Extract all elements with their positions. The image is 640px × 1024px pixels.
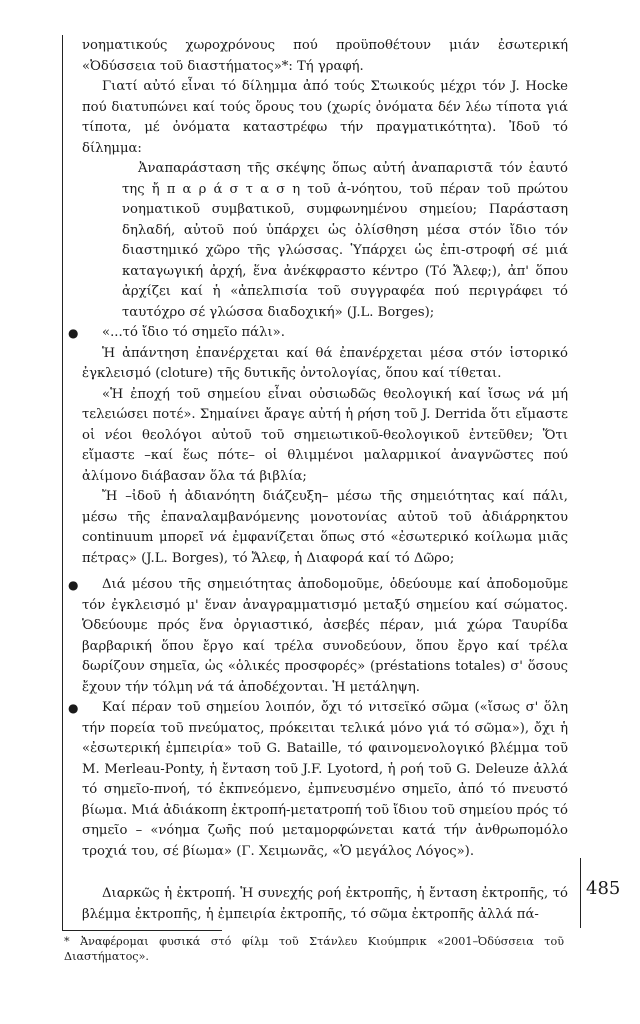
bullet-item	[68, 575, 568, 698]
bullet-item	[68, 698, 568, 862]
bullet-paragraph: «...τό ἴδιο τό σημεῖο πάλι».	[102, 325, 285, 340]
bullet-icon: ●	[68, 326, 79, 340]
paragraph: «Ἡ ἐποχή τοῦ σημείου εἶναι οὐσιωδῶς θεολογική καί ἴσως νά μή τελειώσει ποτέ». Σημαίνει ἄραγε αὐτή ἡ ρήση τοῦ J. Derrida ὅτι εἴμαστε οἱ νέοι θεολόγοι αὐτοῦ τοῦ σημειωτικοῦ-θεολογικοῦ ἐντεῦθεν; Ὅτι εἴμαστε –καί ἕως πότε– οἱ θλιμμένοι μαλαρμικοί ἀναγνῶστες πού ἀλίμονο διάβασαν ὅλα τά βιβλία;	[82, 386, 568, 484]
paragraph: Ἡ ἀπάντηση ἐπανέρχεται καί θά ἐπανέρχεται μέσα στόν ἱστορικό ἐγκλεισμό (cloture) τῆς δυτικῆς ὀντολογίας, ὅπου καί τίθεται.	[82, 345, 568, 381]
paragraph: Διαρκῶς ἡ ἐκτροπή. Ἡ συνεχής ροή ἐκτροπῆς, ἡ ἔνταση ἐκτροπῆς, τό βλέμμα ἐκτροπῆς, ἡ ἐμπειρία ἐκτροπῆς, τό σῶμα ἐκτροπῆς ἀλλά πά-	[82, 886, 568, 922]
bullet-item	[68, 323, 568, 344]
bullet-icon: ●	[68, 701, 79, 715]
page-number-rule	[580, 858, 581, 928]
left-margin-rule	[62, 35, 63, 930]
paragraph: Ἤ –ἰδοῦ ἡ ἀδιανόητη διάζευξη– μέσω τῆς σημειότητας καί πάλι, μέσω τῆς ἐπαναλαμβανόμενης μονοτονίας αὐτοῦ τοῦ ἀδιάρρηκτου continuum μπορεῖ νά ἐμφανίζεται ὅπως στό «ἐσωτερικό κοίλωμα μιᾶς πέτρας» (J.L. Borges), τό Ἄλεφ, ἡ Διαφορά καί τό Δῶρο;	[82, 489, 568, 566]
bullet-paragraph: Διά μέσου τῆς σημειότητας ἀποδομοῦμε, ὁδεύουμε καί ἀποδομοῦμε τόν ἐγκλεισμό μ' ἕναν ἀναγραμματισμό μεταξύ σημείου καί σώματος. Ὁδεύουμε πρός ἕνα ὀργιαστικό, ἀσεβές πέραν, μιά χώρα Ταυρίδα βαρβαρική ὅπου ἔργο καί τρέλα συνοδεύουν, ὅπου ἔργο καί τρέλα δωρίζουν σημεῖα, ὡς «ὁλικές προσφορές» (préstations totales) σ' ὅσους ἔχουν τήν τόλμη νά τά ἀποδέχονται. Ἡ μετάληψη.	[82, 577, 568, 695]
bullet-paragraph: Καί πέραν τοῦ σημείου λοιπόν, ὄχι τό νιτσεϊκό σῶμα («ἴσως σ' ὅλη τήν πορεία τοῦ πνεύματος, πρόκειται τελικά μόνο γιά τό σῶμα»), ὄχι ἡ «ἐσωτερική ἐμπειρία» τοῦ G. Bataille, τό φαινομενολογικό βλέμμα τοῦ M. Merleau-Ponty, ἡ ἔνταση τοῦ J.F. Lyotord, ἡ ροή τοῦ G. Deleuze ἀλλά τό σημεῖο-πνοή, τό ἐκπνεόμενο, ἐμπνευσμένο σημεῖο, ἀπό τό πνευστό βίωμα. Μιά ἀδιάκοπη ἐκτροπή-μετατροπή τοῦ ἴδιου τοῦ σημείου πρός τό σημεῖο – «νόημα ζωῆς πού μεταμορφώνεται κατά τήν ἀνθρωπομόλο τροχιά του, σέ βίωμα» (Γ. Χειμωνᾶς, «Ὁ μεγάλος Λόγος»).	[82, 700, 568, 859]
body-text	[68, 36, 568, 925]
footnote-rule	[62, 930, 222, 931]
paragraph: νοηματικούς χωροχρόνους πού προϋποθέτουν μιάν ἐσωτερική «Ὀδύσσεια τοῦ διαστήματος»*: Τή γραφή.	[82, 38, 568, 74]
block-quote: Ἀναπαράσταση τῆς σκέψης ὅπως αὐτή ἀναπαριστᾶ τόν ἑαυτό της ἤ π α ρ ά σ τ α σ η τοῦ ἀ-νόητου, τοῦ πέραν τοῦ πρώτου νοηματικοῦ συμβατικοῦ, συμφωνημένου σημείου; Παράσταση δηλαδή, αὐτοῦ πού ὑπάρχει ὡς ὀλίσθηση μέσα στόν ἴδιο τόν διαστημικό χῶρο τῆς γλώσσας. Ὑπάρχει ὡς ἐπι-στροφή σέ μιά καταγωγική ἀρχή, ἕνα ἀνέκφραστο κέντρο (Τό Ἄλεφ;), ἀπ' ὅπου ἀρχίζει καί ἡ «ἀπελπισία τοῦ συγγραφέα πού περιγράφει τό ταυτόχρο σέ γλώσσα διαδοχική» (J.L. Borges);	[122, 161, 568, 320]
bullet-icon: ●	[68, 578, 79, 592]
paragraph: Γιατί αὐτό εἶναι τό δίλημμα ἀπό τούς Στωικούς μέχρι τόν J. Hocke πού διατυπώνει καί τούς ὅρους του (χωρίς ὀνόματα δέν λέω τίποτα γιά τίποτα, μέ ὀνόματα καταστρέφω τήν πραγματικότητα). Ἰδοῦ τό δίλημμα:	[82, 79, 568, 156]
spacer	[82, 862, 568, 884]
footnote: * Ἀναφέρομαι φυσικά στό φίλμ τοῦ Στάνλευ Κιούμπρικ «2001–Ὀδύσσεια τοῦ Διαστήματος».	[64, 935, 564, 963]
page-number: 485	[586, 878, 621, 899]
